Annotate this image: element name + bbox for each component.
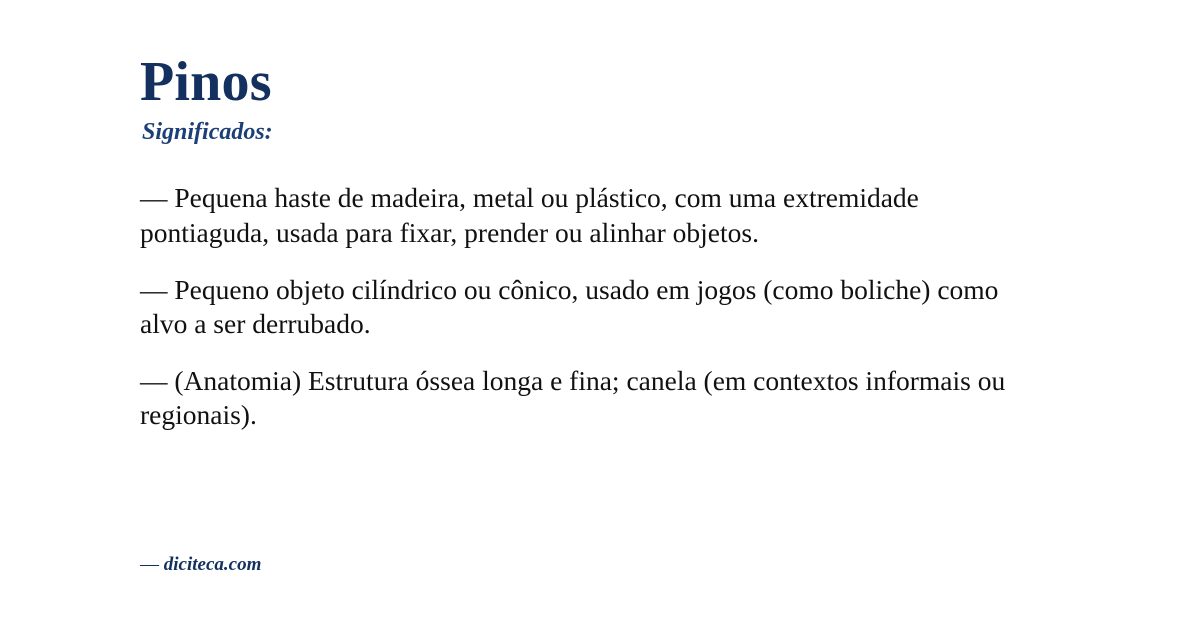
em-dash-icon: — (140, 364, 168, 396)
list-item (140, 273, 1045, 342)
list-item (140, 364, 1045, 433)
sense-text: Pequena haste de madeira, metal ou plástico, com uma extremidade pontiaguda, usada para fixar, prender ou alinhar objetos. (140, 182, 919, 248)
source-attribution (140, 554, 261, 576)
page-title: Pinos (140, 51, 272, 113)
sense-text: (Anatomia) Estrutura óssea longa e fina; canela (em contextos informais ou regionais). (140, 364, 1006, 431)
subtitle-label: Significados: (142, 119, 273, 146)
senses-list (140, 181, 1060, 433)
em-dash-icon: — (140, 273, 168, 305)
sense-text: Pequeno objeto cilíndrico ou cônico, usado em jogos (como boliche) como alvo a ser derrubado. (140, 273, 999, 340)
source-name: diciteca.com (163, 554, 262, 575)
en-dash-icon: — (140, 554, 159, 575)
list-item (140, 181, 1045, 250)
em-dash-icon: — (140, 182, 168, 214)
